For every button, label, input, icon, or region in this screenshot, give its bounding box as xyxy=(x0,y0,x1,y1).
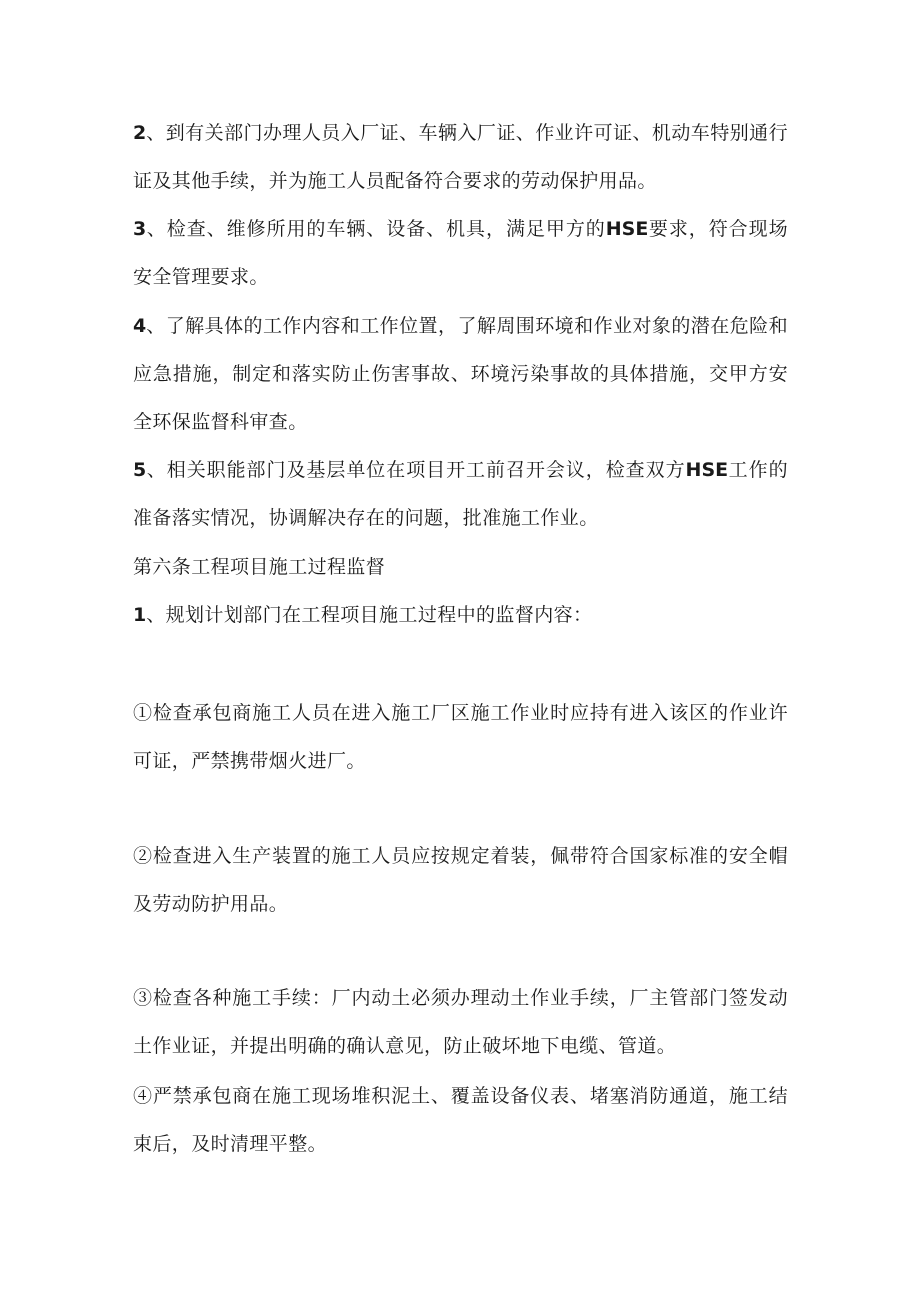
hse-term: HSE xyxy=(605,218,649,240)
item-text: 、到有关部门办理人员入厂证、车辆入厂证、作业许可证、机动车特别通行证及其他手续，并为施工人员配备符合要求的劳动保护用品。 xyxy=(133,122,788,192)
item-3-paragraph xyxy=(133,205,788,301)
item-number: 2 xyxy=(133,122,147,144)
item-number: 5 xyxy=(133,459,147,481)
item-text-continued: 工作的准备落实情况，协调解决存在的问题，批准施工作业。 xyxy=(133,459,788,529)
item-text-continued: 要求，符合现场安全管理要求。 xyxy=(133,218,788,288)
item-text: 、相关职能部门及基层单位在项目开工前召开会议，检查双方 xyxy=(146,459,686,481)
circled-item-2: ②检查进入生产装置的施工人员应按规定着装，佩带符合国家标准的安全帽及劳动防护用品。 xyxy=(133,845,788,915)
item-text: 、了解具体的工作内容和工作位置，了解周围环境和作业对象的潜在危险和应急措施，制定和落实防止伤害事故、环境污染事故的具体措施，交甲方安全环保监督科审查。 xyxy=(133,315,788,433)
item-text: 、检查、维修所用的车辆、设备、机具，满足甲方的 xyxy=(146,218,606,240)
item-5-paragraph xyxy=(133,446,788,542)
sub-item-number: 1 xyxy=(133,604,147,626)
item-number: 4 xyxy=(133,315,147,337)
circled-item-1: ①检查承包商施工人员在进入施工厂区施工作业时应持有进入该区的作业许可证，严禁携带烟火进厂。 xyxy=(133,702,788,772)
hse-term: HSE xyxy=(685,459,729,481)
sub-item-text: 、规划计划部门在工程项目施工过程中的监督内容： xyxy=(146,604,593,626)
circled-item-3: ③检查各种施工手续：厂内动土必须办理动土作业手续，厂主管部门签发动土作业证，并提出明确的确认意见，防止破坏地下电缆、管道。 xyxy=(133,987,788,1057)
item-number: 3 xyxy=(133,218,147,240)
item-4-paragraph xyxy=(133,302,788,446)
sub-item-1-paragraph xyxy=(133,591,788,639)
circled-item-4: ④严禁承包商在施工现场堆积泥土、覆盖设备仪表、堵塞消防通道，施工结束后，及时清理平整。 xyxy=(133,1085,788,1155)
section-heading: 第六条工程项目施工过程监督 xyxy=(133,556,386,578)
item-2-paragraph xyxy=(133,109,788,205)
